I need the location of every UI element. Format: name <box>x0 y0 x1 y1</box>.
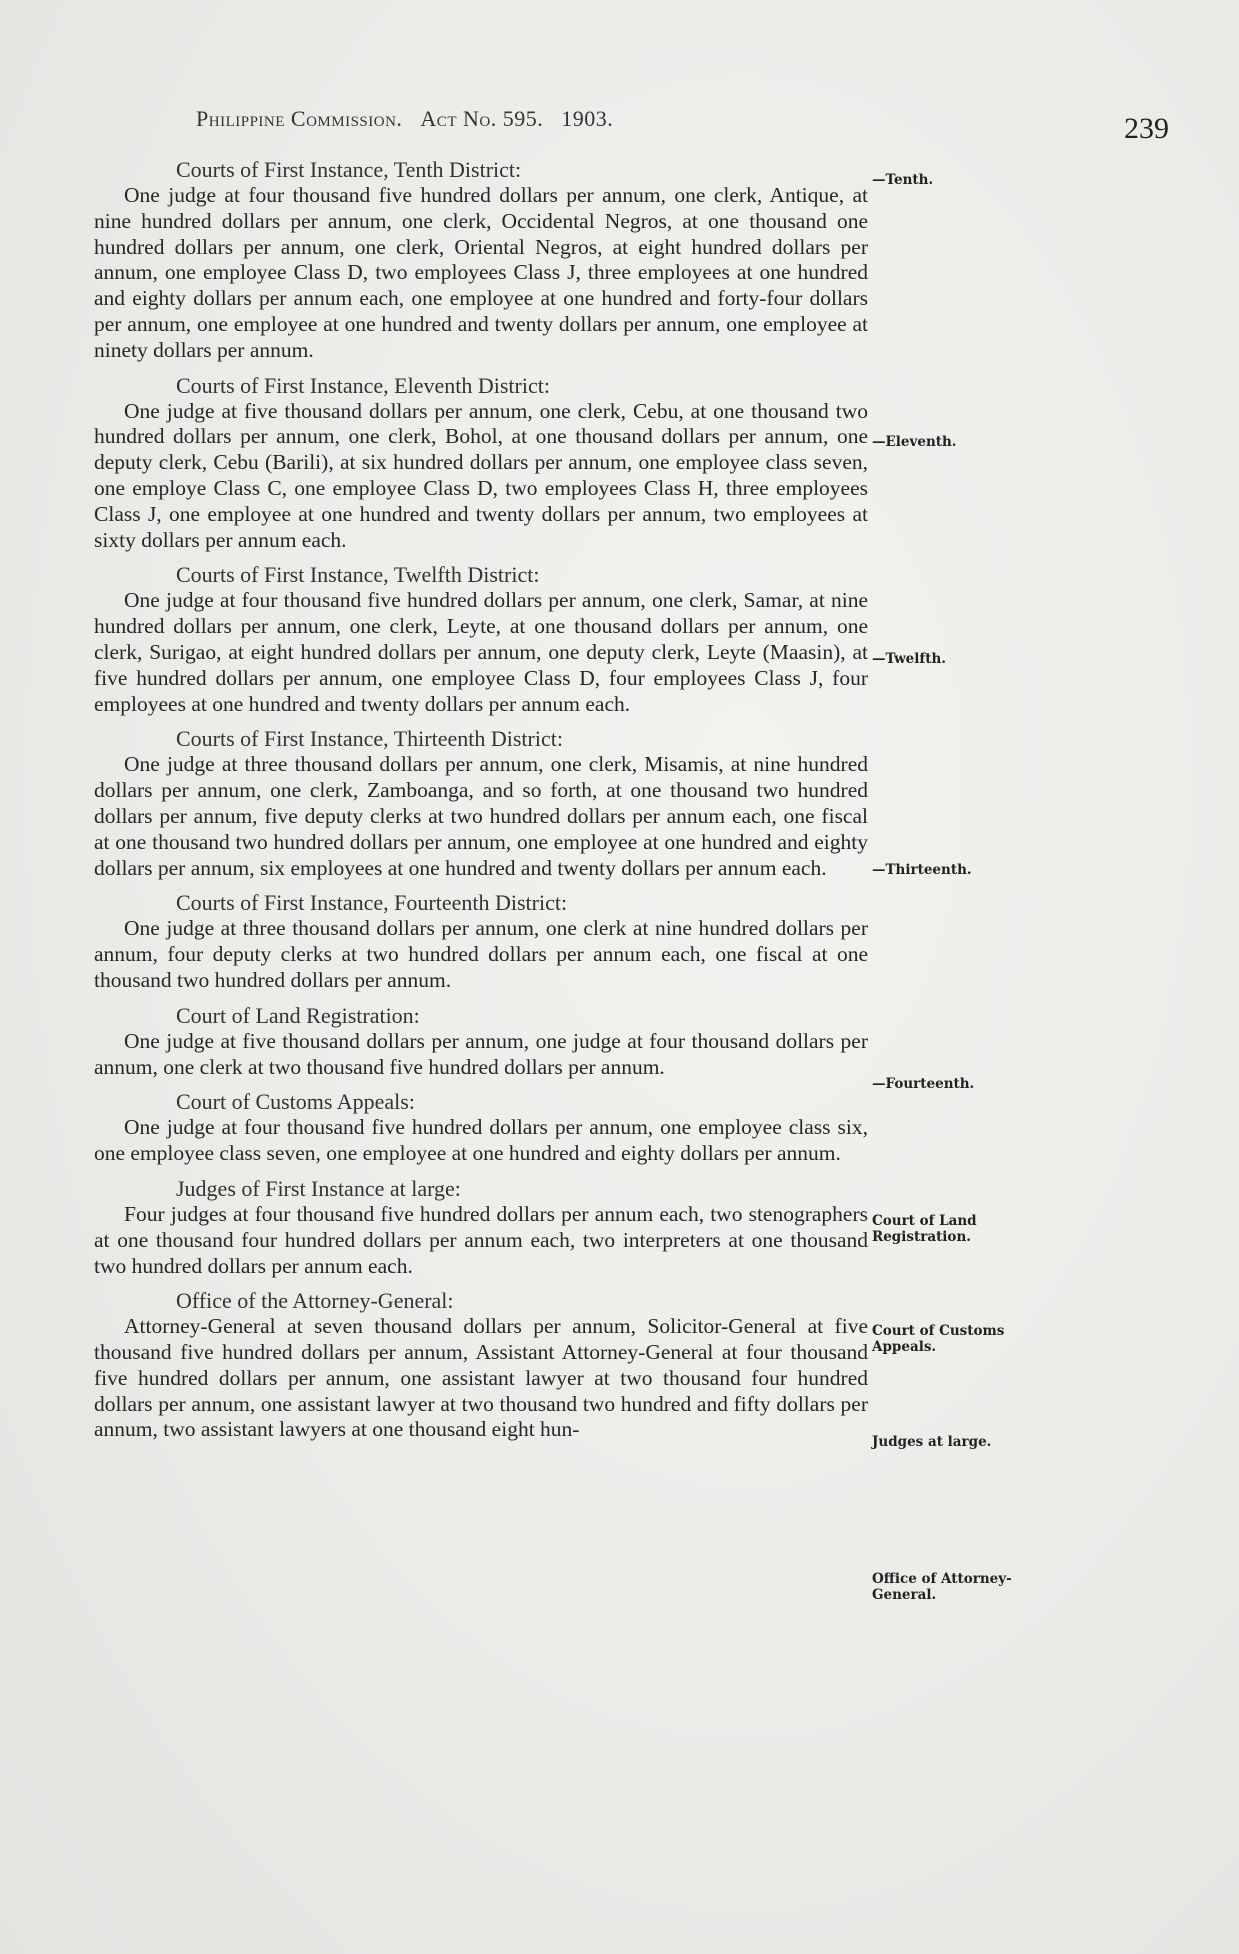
section-paragraph: One judge at five thousand dollars per annum, one judge at four thousand dollars per annum, one clerk at two thousand five hundred dollars per annum. <box>94 1028 868 1079</box>
section-title: Courts of First Instance, Twelfth District: <box>176 562 540 588</box>
body-text <box>94 156 868 1451</box>
header-act: Act No. 595. <box>420 106 544 131</box>
section-title: Judges of First Instance at large: <box>176 1175 461 1201</box>
section-title: Court of Land Registration: <box>176 1002 420 1028</box>
section-attorney-general <box>94 1287 868 1443</box>
section-customs-appeals <box>94 1088 868 1167</box>
section-title: Courts of First Instance, Fourteenth District: <box>176 890 568 916</box>
section-tenth-district <box>94 156 868 364</box>
section-paragraph: One judge at three thousand dollars per annum, one clerk, Misamis, at nine hundred dollars per annum, one clerk, Zamboanga, and so forth, at one thousand two hundred dollars per annum, five deputy clerks at two hundred dollars per annum each, one fiscal at one thousand two hundred dollars per annum, one employee at one hundred and eighty dollars per annum, six employees at one hundred and twenty dollars per annum each. <box>94 752 868 880</box>
section-paragraph: One judge at four thousand five hundred dollars per annum, one employee class six, one employee class seven, one employee at one hundred and eighty dollars per annum. <box>94 1115 868 1166</box>
margin-note-customs-appeals: Court of Customs Appeals. <box>872 1323 1005 1355</box>
section-thirteenth-district <box>94 725 868 881</box>
section-paragraph: One judge at four thousand five hundred dollars per annum, one clerk, Samar, at nine hundred dollars per annum, one clerk, Leyte, at one thousand dollars per annum, one clerk, Surigao, at eight hundred dollars per annum, one deputy clerk, Leyte (Maasin), at five hundred dollars per annum, one employee Class D, four employees Class J, four employees at one hundred and twenty dollars per annum each. <box>94 588 868 716</box>
header-commission: Philippine Commission. <box>196 106 403 131</box>
margin-note-fourteenth: —Fourteenth. <box>872 1076 975 1092</box>
section-eleventh-district <box>94 372 868 554</box>
margin-note-attorney-general: Office of Attorney-General. <box>872 1571 1012 1603</box>
section-title: Office of the Attorney-General: <box>176 1288 454 1314</box>
section-paragraph: Attorney-General at seven thousand dollars per annum, Solicitor-General at five thousand five hundred dollars per annum, Assistant Attorney-General at four thousand five hundred dollars per annum, one assistant lawyer at two thousand four hundred dollars per annum, one assistant lawyer at two thousand two hundred and fifty dollars per annum, two assistant lawyers at one thousand eight hun- <box>94 1314 868 1442</box>
section-judges-at-large <box>94 1175 868 1279</box>
section-title: Courts of First Instance, Eleventh District: <box>176 372 550 398</box>
section-paragraph: One judge at three thousand dollars per annum, one clerk at nine hundred dollars per annum, four deputy clerks at two hundred dollars per annum each, one fiscal at one thousand two hundred dollars per annum. <box>94 916 868 992</box>
section-paragraph: Four judges at four thousand five hundred dollars per annum each, two stenographers at one thousand four hundred dollars per annum each, two interpreters at one thousand two hundred dollars per annum each. <box>94 1201 868 1278</box>
section-title: Courts of First Instance, Thirteenth District: <box>176 726 563 752</box>
margin-note-eleventh: —Eleventh. <box>872 434 957 450</box>
section-paragraph: One judge at five thousand dollars per annum, one clerk, Cebu, at one thousand two hundred dollars per annum, one clerk, Bohol, at one thousand dollars per annum, one deputy clerk, Cebu (Barili), at six hundred dollars per annum, one employee class seven, one employe Class C, one employee Class D, two employees Class H, three employees Class J, one employee at one hundred and twenty dollars per annum, two employees at sixty dollars per annum each. <box>94 398 868 552</box>
section-land-registration <box>94 1002 868 1081</box>
margin-note-twelfth: —Twelfth. <box>872 651 946 667</box>
header-year: 1903. <box>561 106 614 131</box>
section-fourteenth-district <box>94 889 868 993</box>
page-number: 239 <box>1124 112 1169 145</box>
section-paragraph: One judge at four thousand five hundred dollars per annum, one clerk, Antique, at nine hundred dollars per annum, one clerk, Occidental Negros, at one thousand one hundred dollars per annum, one clerk, Oriental Negros, at eight hundred dollars per annum, one employee Class D, two employees Class J, three employees at one hundred and eighty dollars per annum each, one employee at one hundred and forty-four dollars per annum, one employee at one hundred and twenty dollars per annum, one employee at ninety dollars per annum. <box>94 183 868 362</box>
section-twelfth-district <box>94 561 868 717</box>
margin-note-judges-at-large: Judges at large. <box>872 1434 992 1450</box>
section-title: Court of Customs Appeals: <box>176 1089 415 1115</box>
margin-note-tenth: —Tenth. <box>872 172 934 188</box>
running-header <box>196 106 613 132</box>
margin-note-thirteenth: —Thirteenth. <box>872 862 972 878</box>
section-title: Courts of First Instance, Tenth District: <box>176 157 522 182</box>
margin-note-land-registration: Court of Land Registration. <box>872 1213 977 1245</box>
